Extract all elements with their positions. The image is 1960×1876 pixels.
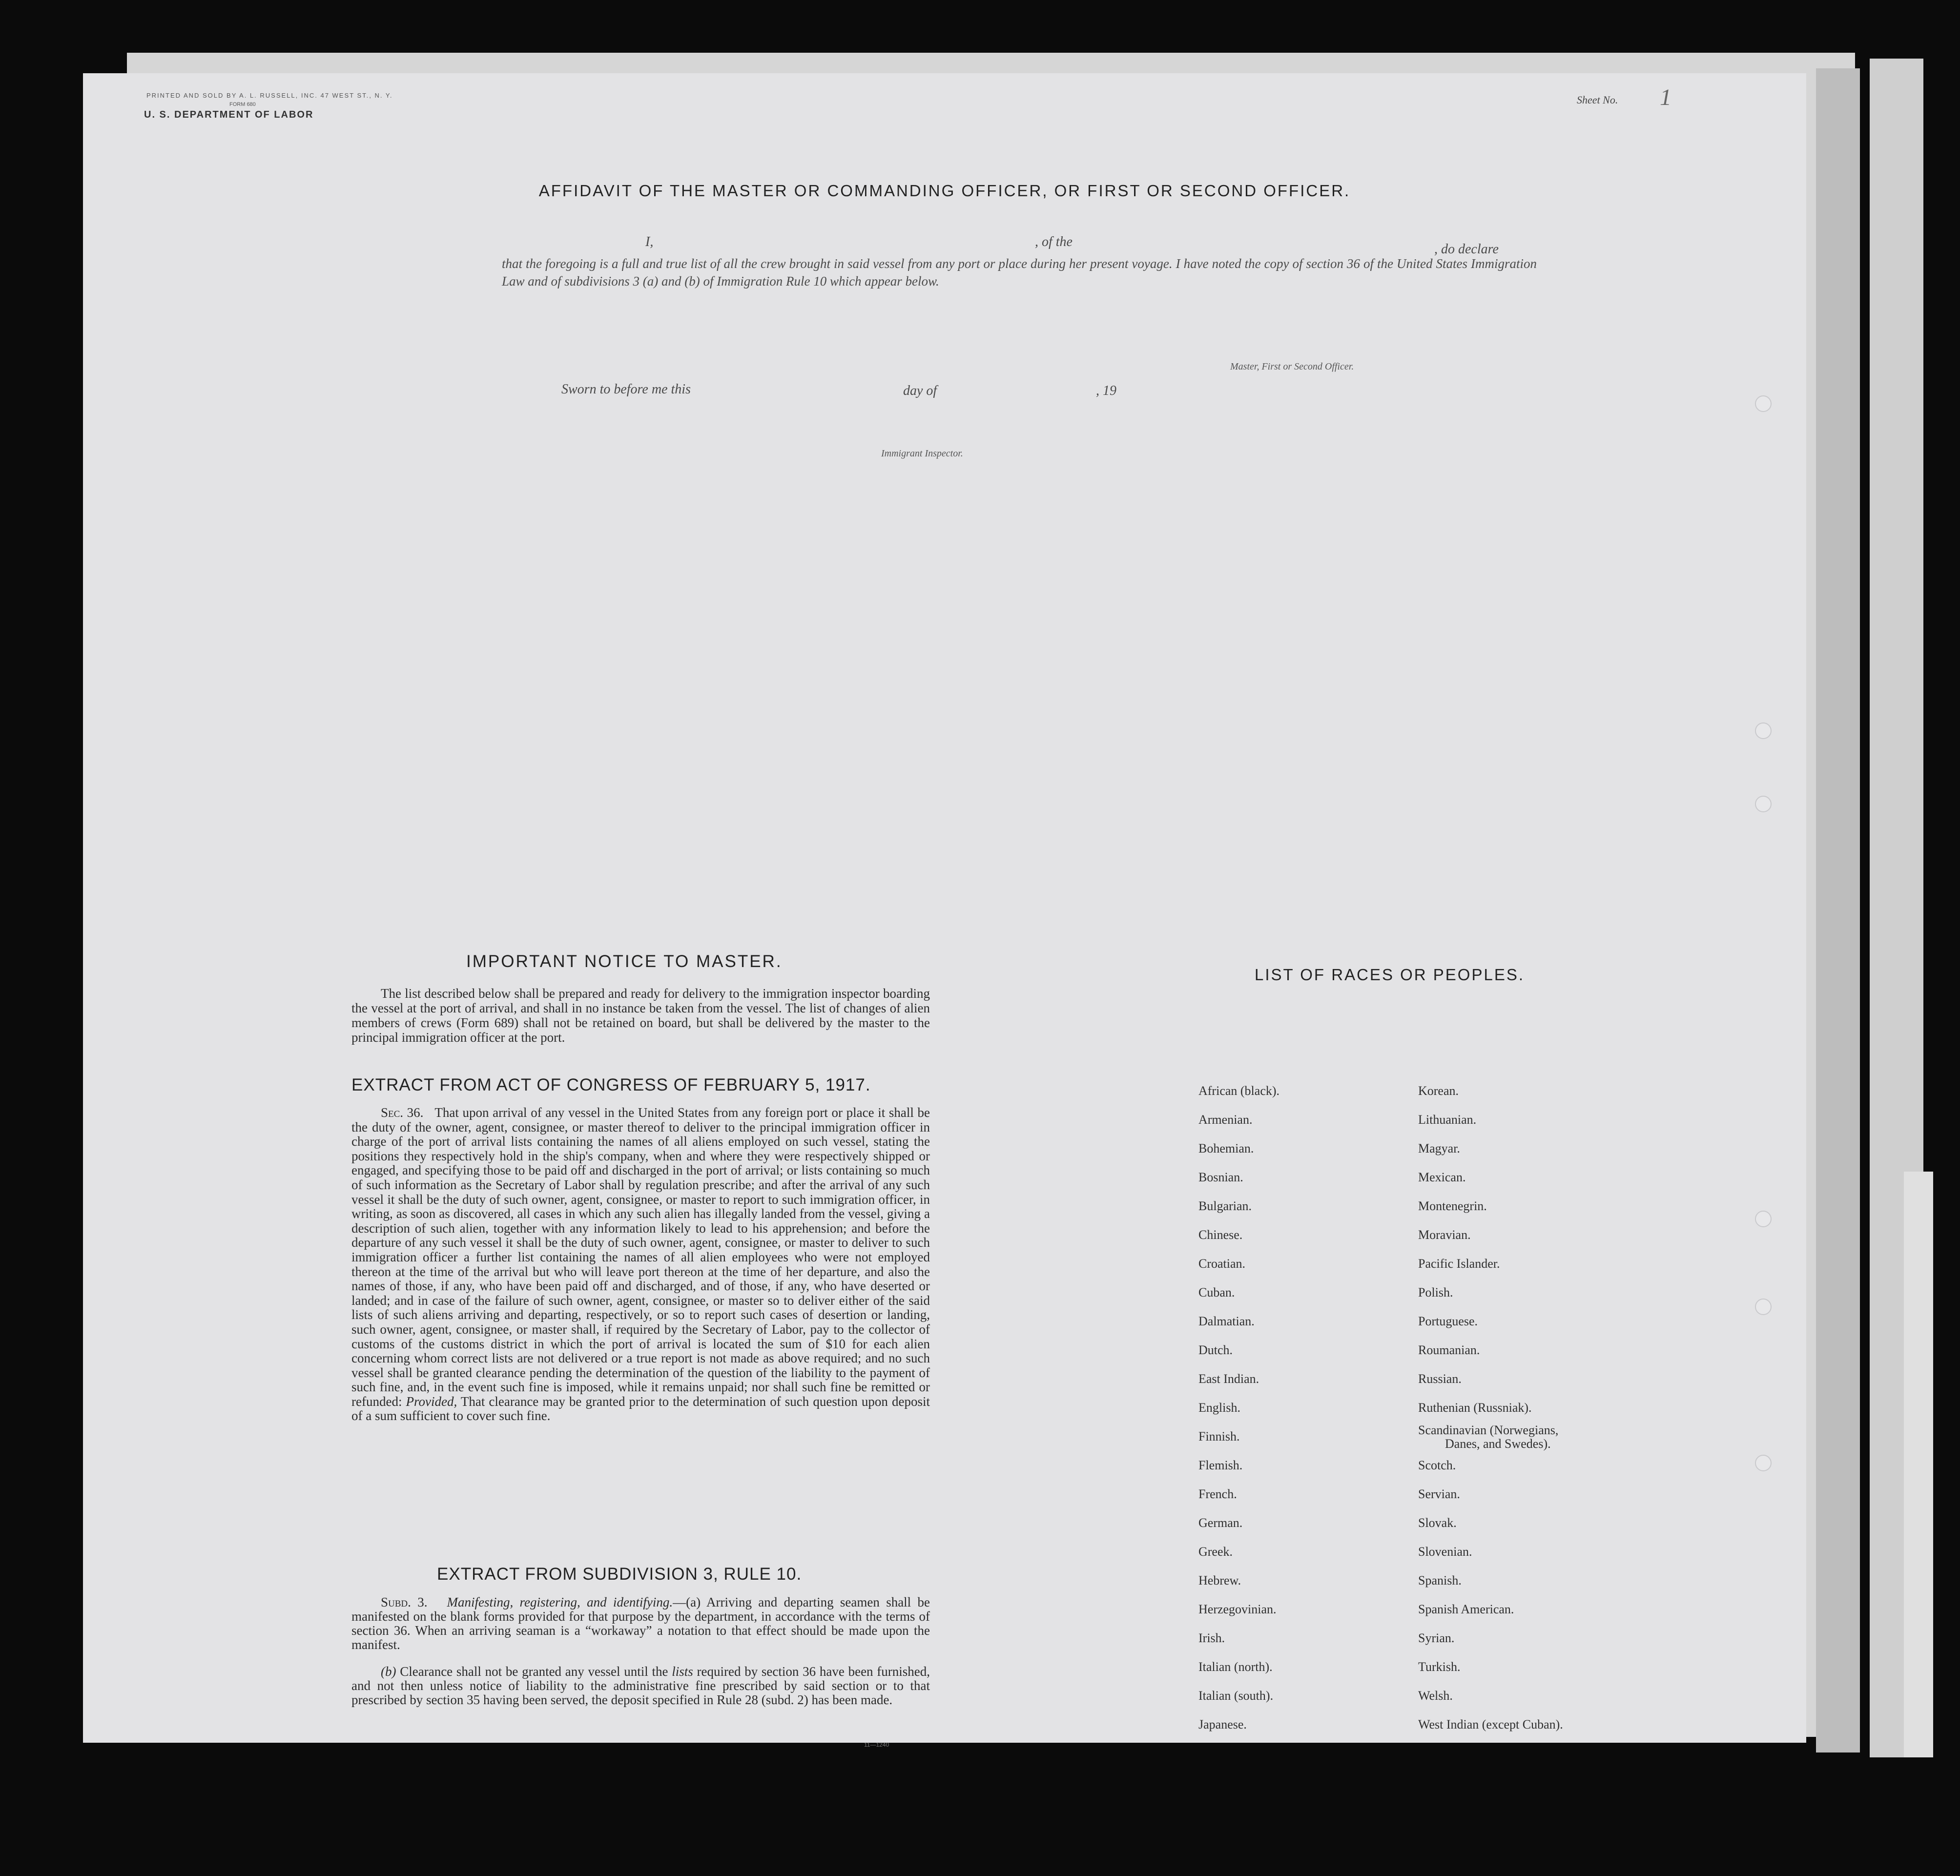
race-item: French. (1198, 1487, 1237, 1501)
race-item: Armenian. (1198, 1113, 1253, 1127)
race-item: Syrian. (1418, 1631, 1455, 1645)
race-item: West Indian (except Cuban). (1418, 1717, 1563, 1732)
race-item: Portuguese. (1418, 1314, 1478, 1328)
race-item: Spanish American. (1418, 1602, 1514, 1616)
form-number: FORM 680 (229, 102, 256, 107)
race-item: Montenegrin. (1418, 1199, 1487, 1213)
para-b-lists: lists (672, 1664, 693, 1679)
race-item: Turkish. (1418, 1660, 1461, 1674)
para-b-pre: Clearance shall not be granted any vessel until the (400, 1664, 668, 1679)
race-item: Polish. (1418, 1285, 1453, 1299)
printer-line: PRINTED AND SOLD BY A. L. RUSSELL, INC. 47 WEST ST., N. Y. (146, 92, 393, 99)
race-item: Pacific Islander. (1418, 1257, 1500, 1271)
para-a-label: —(a) (673, 1595, 701, 1609)
races-heading: LIST OF RACES OR PEOPLES. (1255, 966, 1525, 984)
race-item: Bulgarian. (1198, 1199, 1252, 1213)
print-code: 11—1240 (864, 1741, 889, 1748)
underlying-sheet-edge (1816, 68, 1860, 1752)
race-item: Roumanian. (1418, 1343, 1480, 1357)
subd-label: Subd. 3. (381, 1595, 428, 1609)
race-item: Dalmatian. (1198, 1314, 1255, 1328)
race-item: Mexican. (1418, 1170, 1466, 1184)
subdivision-b-text (351, 1665, 930, 1707)
race-item: Ruthenian (Russniak). (1418, 1401, 1532, 1415)
race-item: Korean. (1418, 1084, 1459, 1098)
race-item: Bohemian. (1198, 1141, 1254, 1155)
race-item: African (black). (1198, 1084, 1280, 1098)
sheet-number-label: Sheet No. (1577, 94, 1618, 106)
sheet-number-value: 1 (1660, 84, 1671, 110)
race-item: East Indian. (1198, 1372, 1259, 1386)
race-item: Bosnian. (1198, 1170, 1243, 1184)
sworn-label: Sworn to before me this (561, 382, 691, 397)
race-item: Spanish. (1418, 1573, 1462, 1587)
race-item: Russian. (1418, 1372, 1462, 1386)
race-item: Servian. (1418, 1487, 1460, 1501)
notice-heading: IMPORTANT NOTICE TO MASTER. (466, 952, 783, 971)
race-item: Finnish. (1198, 1429, 1240, 1443)
affidavit-do-declare: , do declare (1434, 242, 1499, 257)
race-item: Hebrew. (1198, 1573, 1241, 1587)
subd-title: Manifesting, registering, and identifying. (447, 1595, 673, 1609)
subdivision-a-text (351, 1595, 930, 1652)
inspector-signature-label: Immigrant Inspector. (881, 448, 963, 459)
race-item: Flemish. (1198, 1458, 1243, 1472)
race-item: Japanese. (1198, 1717, 1247, 1732)
punch-hole (1755, 1299, 1772, 1315)
race-item: Slovenian. (1418, 1545, 1472, 1559)
race-item: Irish. (1198, 1631, 1225, 1645)
officer-signature-label: Master, First or Second Officer. (1230, 361, 1354, 372)
race-item: Scotch. (1418, 1458, 1456, 1472)
race-item: Magyar. (1418, 1141, 1460, 1155)
para-a-text: Arriving and departing seamen shall be manifested on the blank forms provided for that purpose by the department, in accordance with the terms of section 36. When an arriving seaman is a “workaway” a notation to that effect should be made upon the manifest. (351, 1595, 930, 1652)
punch-hole (1755, 395, 1772, 412)
race-item: Greek. (1198, 1545, 1233, 1559)
affidavit-of-the: , of the (1035, 234, 1073, 249)
race-item: Slovak. (1418, 1516, 1457, 1530)
manifest-form-page (83, 73, 1806, 1748)
affidavit-i-label: I, (645, 234, 654, 249)
race-item: English. (1198, 1401, 1240, 1415)
race-item: Cuban. (1198, 1285, 1235, 1299)
affidavit-title: AFFIDAVIT OF THE MASTER OR COMMANDING OFFICER, OR FIRST OR SECOND OFFICER. (538, 182, 1351, 200)
act-extract-heading: EXTRACT FROM ACT OF CONGRESS OF FEBRUARY 5, 1917. (351, 1075, 871, 1094)
right-page-edge-lower (1904, 1172, 1933, 1757)
race-item: Chinese. (1198, 1228, 1243, 1242)
para-b-label: (b) (381, 1664, 396, 1679)
notice-text: The list described below shall be prepared and ready for delivery to the immigration inspector boarding the vessel at the port of arrival, and shall in no instance be taken from the vessel. The list of changes of alien members of crews (Form 689) shall not be retained on board, but shall be delivered by the master to the principal immigration officer at the port. (351, 986, 930, 1045)
department-title: U. S. DEPARTMENT OF LABOR (144, 109, 314, 120)
race-item: Welsh. (1418, 1689, 1453, 1703)
section-body: That upon arrival of any vessel in the United States from any foreign port or place it shall be the duty of the owner, agent, consignee, or master thereof to deliver to the principal immigration officer in charge of the port of arrival lists containing the names of all aliens employed on such vessel, stating the positions they respectively hold in the ship's company, when and where they were respectively shipped or engaged, and specifying those to be paid off and discharged in the port of arrival; or lists containing so much of such information as the Secretary of Labor shall by regulation prescribe; and after the arrival of any such vessel it shall be the duty of such owner, agent, consignee, or master to report to such immigration officer, in writing, as soon as discovered, all cases in which any such alien has illegally landed from the vessel, giving a description of such alien, together with any information likely to lead to his apprehension; and before the departure of any such vessel it shall be the duty of such owner, agent, consignee, or master to deliver to such immigration officer a further list containing the names of all alien employees who were not employed thereon at the time of the arrival but who will leave port thereon at the time of her departure, and also the names of those, if any, who have been paid off and discharged, and of those, if any, who have deserted or landed; and in case of the failure of such owner, agent, consignee, or master so to deliver either of the said lists of such aliens arriving and departing, respectively, or so to report such cases of desertion or landing, such owner, agent, consignee, or master shall, if required by the Secretary of Labor, pay to the collector of customs of the customs district in which the port of arrival is located the sum of $10 for each alien concerning whom correct lists are not delivered or a true report is not made as above required; and no such vessel shall be granted clearance pending the determination of the question of the liability to the payment of such fine, and, in the event such fine is imposed, while it remains unpaid; nor shall such fine be remitted or refunded: (351, 1105, 930, 1409)
para-b-post: required by section 36 have been furnished, and not then unless notice of liability to the administrative fine prescribed by said section or to that prescribed by section 35 having been served, the deposit specified in Rule 28 (subd. 2) has been made. (351, 1664, 930, 1707)
rule-extract-heading: EXTRACT FROM SUBDIVISION 3, RULE 10. (437, 1565, 802, 1584)
race-item: Moravian. (1418, 1228, 1471, 1242)
section-label: Sec. 36. (381, 1105, 424, 1120)
section-body-end: That clearance may be granted prior to the determination of such question upon deposit of a sum sufficient to cover such fine. (351, 1394, 930, 1423)
race-item: German. (1198, 1516, 1243, 1530)
punch-hole (1755, 722, 1772, 739)
provided-label: Provided, (406, 1394, 457, 1409)
punch-hole (1755, 1211, 1772, 1227)
year-label: , 19 (1096, 383, 1116, 398)
race-item-continuation: Danes, and Swedes). (1445, 1437, 1551, 1451)
race-item: Lithuanian. (1418, 1113, 1477, 1127)
punch-hole (1755, 1455, 1772, 1471)
race-item: Scandinavian (Norwegians, (1418, 1423, 1559, 1437)
section-36-text (351, 1106, 930, 1423)
day-of-label: day of (903, 383, 937, 398)
race-item: Italian (north). (1198, 1660, 1273, 1674)
declaration-text: that the foregoing is a full and true list of all the crew brought in said vessel from any port or place during her present voyage. I have noted the copy of section 36 of the United States Immigration Law and of subdivisions 3 (a) and (b) of Immigration Rule 10 which appear below. (502, 256, 1537, 289)
race-item: Croatian. (1198, 1257, 1246, 1271)
race-item: Herzegovinian. (1198, 1602, 1277, 1616)
punch-hole (1755, 796, 1772, 812)
race-item: Italian (south). (1198, 1689, 1274, 1703)
race-item: Dutch. (1198, 1343, 1233, 1357)
